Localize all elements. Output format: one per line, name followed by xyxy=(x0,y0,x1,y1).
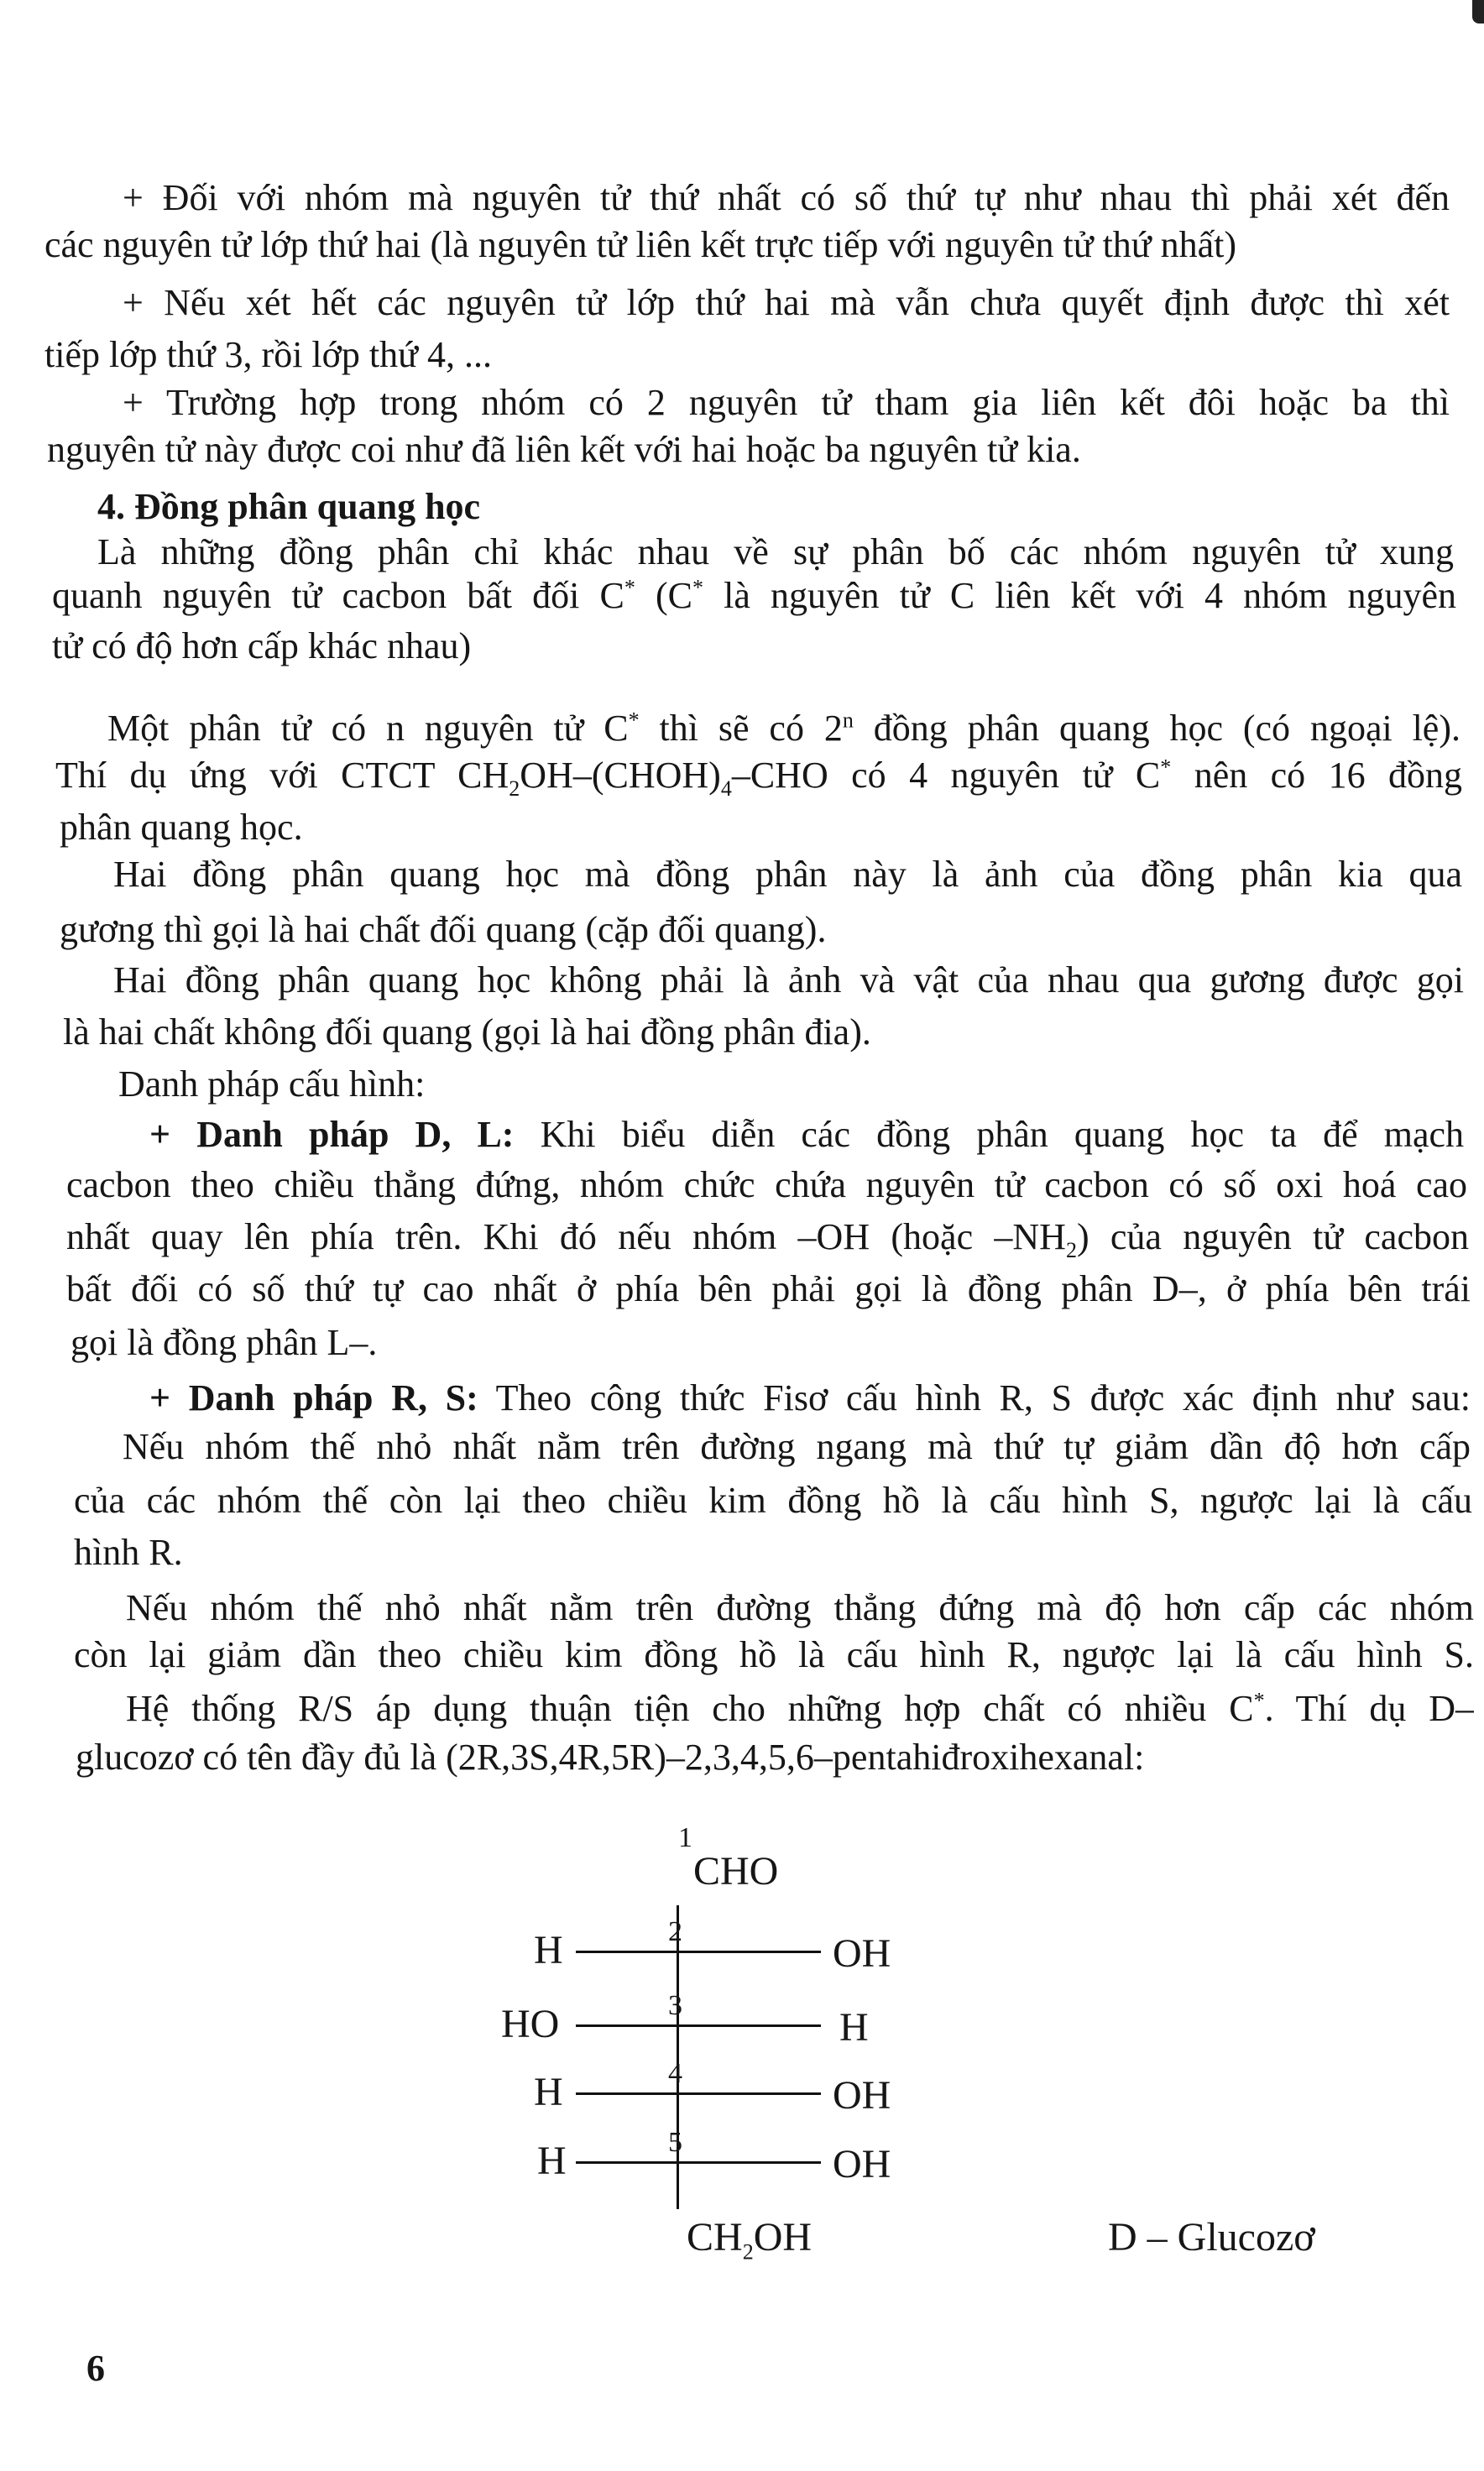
page-number: 6 xyxy=(86,2348,105,2389)
carbon-number: 2 xyxy=(668,1916,682,1947)
text-line xyxy=(55,754,1462,797)
text-line xyxy=(126,1687,1474,1731)
right-substituent: OH xyxy=(833,1931,891,1976)
bold-text: + Danh pháp R, S: xyxy=(149,1377,478,1418)
text-line xyxy=(66,1215,1469,1259)
text-run: gương thì gọi là hai chất đối quang (cặp đối quang). xyxy=(60,909,827,950)
text-run: thì sẽ có 2 xyxy=(639,708,843,749)
text-run: của các nhóm thế còn lại theo chiều kim đồng hồ là cấu hình S, ngược lại là cấu xyxy=(74,1480,1472,1521)
text-run: nguyên tử này được coi như đã liên kết với hai hoặc ba nguyên tử kia. xyxy=(47,429,1081,470)
text-run: là hai chất không đối quang (gọi là hai đồng phân đia). xyxy=(63,1011,871,1053)
sup-text: * xyxy=(1160,755,1172,780)
text-run: + Nếu xét hết các nguyên tử lớp thứ hai mà vẫn chưa quyết định được thì xét xyxy=(123,282,1450,323)
text-line xyxy=(44,333,492,377)
text-run: Nếu nhóm thế nhỏ nhất nằm trên đường thẳng đứng mà độ hơn cấp các nhóm xyxy=(126,1587,1474,1628)
left-substituent: H xyxy=(534,2070,563,2114)
text-run: Là những đồng phân chỉ khác nhau về sự phân bố các nhóm nguyên tử xung xyxy=(97,531,1454,572)
sup-text: n xyxy=(842,708,854,733)
page-corner-mark xyxy=(1472,0,1484,24)
text-line xyxy=(60,806,303,849)
text-run: glucozơ có tên đầy đủ là (2R,3S,4R,5R)–2,3,4,5,6–pentahiđroxihexanal: xyxy=(76,1737,1145,1778)
text-run: còn lại giảm dần theo chiều kim đồng hồ là cấu hình R, ngược lại là cấu hình S. xyxy=(74,1634,1474,1675)
horizontal-bond xyxy=(576,2092,821,2095)
text-line xyxy=(149,1113,1464,1157)
text-run: + Trường hợp trong nhóm có 2 nguyên tử tham gia liên kết đôi hoặc ba thì xyxy=(123,382,1450,423)
sup-text: * xyxy=(628,708,640,733)
left-substituent: HO xyxy=(501,2002,560,2046)
text-run: Danh pháp cấu hình: xyxy=(118,1063,426,1105)
text-run: (C xyxy=(635,575,692,616)
text-run: nên có 16 đồng xyxy=(1171,755,1462,796)
text-run: cacbon theo chiều thẳng đứng, nhóm chức chứa nguyên tử cacbon có số oxi hoá cao xyxy=(66,1164,1467,1205)
horizontal-bond xyxy=(576,2024,821,2027)
text-run: tử có độ hơn cấp khác nhau) xyxy=(52,625,472,666)
text-line xyxy=(52,624,471,668)
top-group: CHO xyxy=(693,1849,779,1894)
carbon-number: 4 xyxy=(668,2058,682,2089)
text-run: + Đối với nhóm mà nguyên tử thứ nhất có số thứ tự như nhau thì phải xét đến xyxy=(123,177,1450,218)
sup-text: * xyxy=(1253,1688,1265,1713)
structure-caption: D – Glucozơ xyxy=(1108,2215,1315,2259)
sub-text: 2 xyxy=(509,776,520,797)
horizontal-bond xyxy=(576,2161,821,2164)
text-line xyxy=(149,1377,1471,1420)
text-line xyxy=(60,908,826,952)
text-run: . Thí dụ D– xyxy=(1264,1688,1474,1729)
text-run: nhất quay lên phía trên. Khi đó nếu nhóm –OH (hoặc –NH xyxy=(66,1216,1066,1257)
right-substituent: OH xyxy=(833,2142,891,2186)
text-run: Theo công thức Fisơ cấu hình R, S được xác định như sau: xyxy=(478,1377,1471,1418)
text-run: Hai đồng phân quang học mà đồng phân này là ảnh của đồng phân kia qua xyxy=(113,854,1462,895)
left-substituent: H xyxy=(537,2139,567,2183)
text-run: Một phân tử có n nguyên tử C xyxy=(107,708,629,749)
text-line xyxy=(71,1321,377,1365)
sub-text: 2 xyxy=(1065,1237,1077,1259)
text-line xyxy=(123,281,1450,325)
left-substituent: H xyxy=(534,1928,563,1972)
text-line xyxy=(63,1011,871,1054)
text-run: OH–(CHOH) xyxy=(520,755,721,796)
text-line xyxy=(123,176,1450,220)
text-run: Thí dụ ứng với CTCT CH xyxy=(55,755,509,796)
text-line xyxy=(126,1586,1474,1630)
text-line xyxy=(52,574,1456,618)
carbon-number-1: 1 xyxy=(678,1822,692,1853)
text-line xyxy=(107,707,1460,750)
text-line xyxy=(66,1267,1471,1311)
text-run: Hai đồng phân quang học không phải là ảnh và vật của nhau qua gương được gọi xyxy=(113,959,1464,1000)
horizontal-bond xyxy=(576,1951,821,1953)
text-run: bất đối có số thứ tự cao nhất ở phía bên phải gọi là đồng phân D–, ở phía bên trái xyxy=(66,1268,1471,1309)
text-run: Hệ thống R/S áp dụng thuận tiện cho những hợp chất có nhiều C xyxy=(126,1688,1254,1729)
text-line xyxy=(74,1531,183,1575)
text-line xyxy=(76,1736,1144,1779)
text-run: là nguyên tử C liên kết với 4 nhóm nguyên xyxy=(703,575,1456,616)
text-line xyxy=(113,853,1462,896)
text-run: Nếu nhóm thế nhỏ nhất nằm trên đường ngang mà thứ tự giảm dần độ hơn cấp xyxy=(123,1426,1471,1467)
section-heading xyxy=(97,485,480,529)
text-line xyxy=(44,223,1236,267)
carbon-number: 5 xyxy=(668,2127,682,2158)
text-line xyxy=(66,1163,1467,1207)
text-run: quanh nguyên tử cacbon bất đối C xyxy=(52,575,624,616)
bold-text: + Danh pháp D, L: xyxy=(149,1114,515,1155)
right-substituent: H xyxy=(839,2005,869,2050)
text-line xyxy=(74,1479,1472,1523)
text-run: gọi là đồng phân L–. xyxy=(71,1322,378,1363)
sup-text: * xyxy=(692,575,703,600)
bold-text: 4. Đồng phân quang học xyxy=(97,486,481,527)
text-run: ) của nguyên tử cacbon xyxy=(1076,1216,1469,1257)
bottom-group: $CH_2OH$ xyxy=(687,2215,813,2265)
text-run: hình R. xyxy=(74,1532,183,1573)
sup-text: * xyxy=(624,575,635,600)
text-run: đồng phân quang học (có ngoại lệ). xyxy=(853,708,1460,749)
text-run: phân quang học. xyxy=(60,807,303,848)
text-line xyxy=(74,1633,1474,1677)
text-line xyxy=(97,530,1454,574)
text-line xyxy=(118,1063,425,1106)
right-substituent: OH xyxy=(833,2073,891,2118)
text-run: Khi biểu diễn các đồng phân quang học ta để mạch xyxy=(514,1114,1464,1155)
sub-text: 4 xyxy=(720,776,732,797)
text-run: các nguyên tử lớp thứ hai (là nguyên tử liên kết trực tiếp với nguyên tử thứ nhất) xyxy=(44,224,1237,265)
text-run: –CHO có 4 nguyên tử C xyxy=(731,755,1161,796)
text-run: tiếp lớp thứ 3, rồi lớp thứ 4, ... xyxy=(44,334,492,375)
text-line xyxy=(47,428,1081,472)
text-line xyxy=(123,381,1450,425)
text-line xyxy=(113,959,1464,1002)
carbon-number: 3 xyxy=(668,1990,682,2021)
text-line xyxy=(123,1425,1471,1469)
